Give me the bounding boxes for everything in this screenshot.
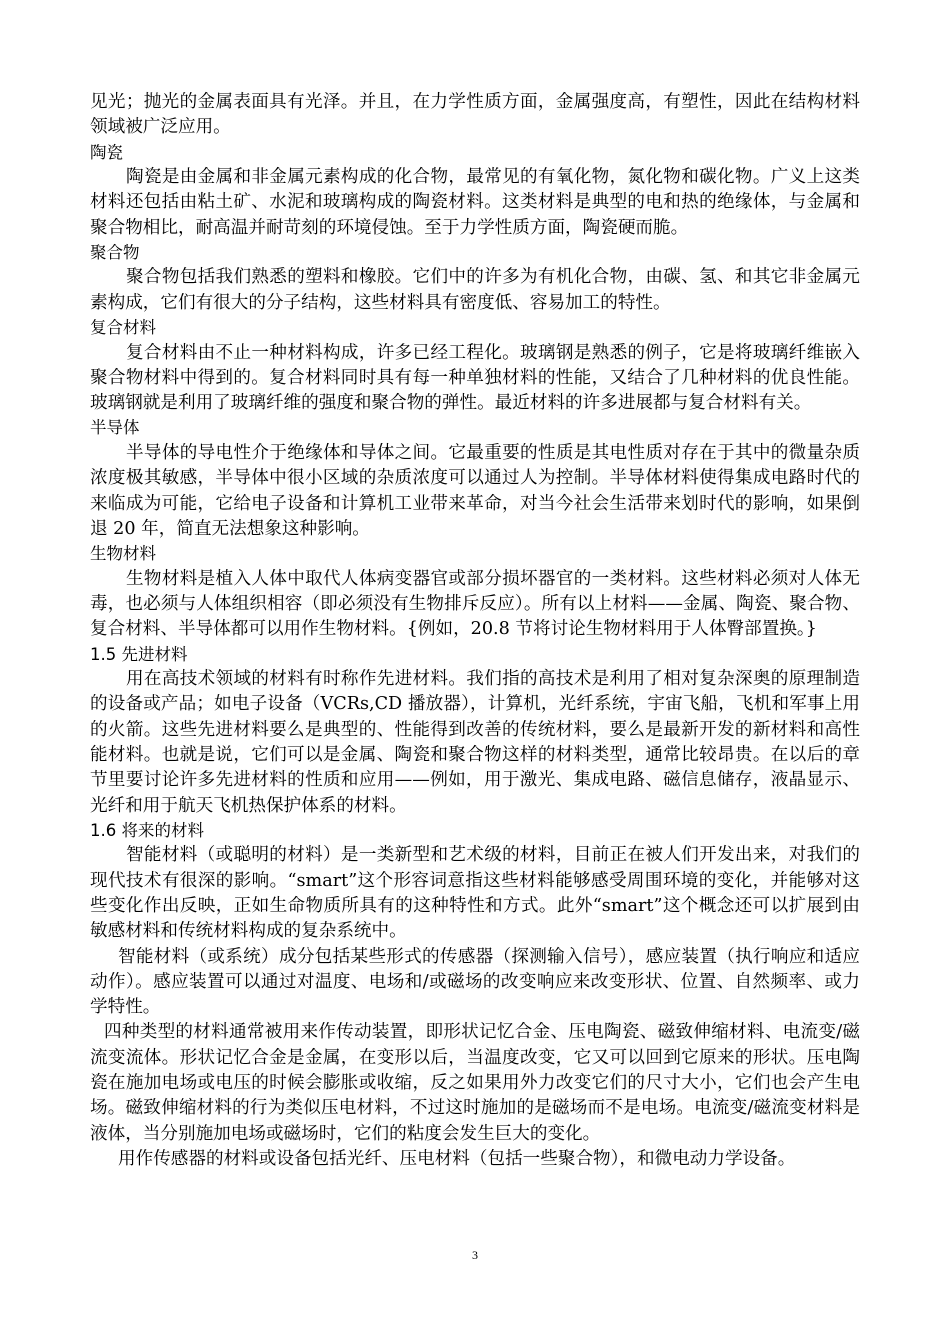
heading-polymers: 聚合物: [90, 242, 140, 262]
paragraph-polymers: 聚合物包括我们熟悉的塑料和橡胶。它们中的许多为有机化合物，由碳、氢、和其它非金属元素构成，它们有很大的分子结构，这些材料具有密度低、容易加工的特性。: [90, 267, 860, 313]
page-body: [90, 90, 860, 1172]
paragraph-composites: 复合材料由不止一种材料构成，许多已经工程化。玻璃钢是熟悉的例子，它是将玻璃纤维嵌入聚合物材料中得到的。复合材料同时具有每一种单独材料的性能，又结合了几种材料的优良性能。玻璃钢就是利用了玻璃纤维的强度和聚合物的弹性。最近材料的许多进展都与复合材料有关。: [90, 342, 860, 414]
paragraph-actuators: 四种类型的材料通常被用来作传动装置，即形状记忆合金、压电陶瓷、磁致伸缩材料、电流变/磁流变流体。形状记忆合金是金属，在变形以后，当温度改变，它又可以回到它原来的形状。压电陶瓷在施加电场或电压的时候会膨胀或收缩，反之如果用外力改变它们的尺寸大小，它们也会产生电场。磁致伸缩材料的行为类似压电材料，不过这时施加的是磁场而不是电场。电流变/磁流变材料是液体，当分别施加电场或磁场时，它们的粘度会发生巨大的变化。: [90, 1022, 860, 1144]
heading-biomaterials: 生物材料: [90, 544, 156, 564]
paragraph-biomaterials: 生物材料是植入人体中取代人体病变器官或部分损坏器官的一类材料。这些材料必须对人体无毒，也必须与人体组织相容（即必须没有生物排斥反应）。所有以上材料——金属、陶瓷、聚合物、复合材料、半导体都可以用作生物材料。{例如，20.8 节将讨论生物材料用于人体臀部置换。}: [90, 568, 860, 640]
heading-ceramics: 陶瓷: [90, 142, 123, 162]
paragraph-smart-systems: 智能材料（或系统）成分包括某些形式的传感器（探测输入信号），感应装置（执行响应和适应动作）。感应装置可以通过对温度、电场和/或磁场的改变响应来改变形状、位置、自然频率、或力学特性。: [90, 946, 860, 1018]
heading-advanced-materials: 1.5 先进材料: [90, 644, 188, 664]
paragraph-ceramics: 陶瓷是由金属和非金属元素构成的化合物，最常见的有氧化物，氮化物和碳化物。广义上这类材料还包括由粘土矿、水泥和玻璃构成的陶瓷材料。这类材料是典型的电和热的绝缘体，与金属和聚合物相比，耐高温并耐苛刻的环境侵蚀。至于力学性质方面，陶瓷硬而脆。: [90, 167, 860, 238]
paragraph-advanced-materials: 用在高技术领域的材料有时称作先进材料。我们指的高技术是利用了相对复杂深奥的原理制造的设备或产品；如电子设备（VCRs,CD 播放器），计算机，光纤系统，宇宙飞船，飞机和军事上用的火箭。这些先进材料要么是典型的、性能得到改善的传统材料，要么是最新开发的新材料和高性能材料。也就是说，它们可以是金属、陶瓷和聚合物这样的材料类型，通常比较昂贵。在以后的章节里要讨论许多先进材料的性质和应用——例如，用于激光、集成电路、磁信息储存，液晶显示、光纤和用于航天飞机热保护体系的材料。: [90, 669, 860, 816]
paragraph-semiconductors: 半导体的导电性介于绝缘体和导体之间。它最重要的性质是其电性质对存在于其中的微量杂质浓度极其敏感，半导体中很小区域的杂质浓度可以通过人为控制。半导体材料使得集成电路时代的来临成为可能，它给电子设备和计算机工业带来革命，对当今社会生活带来划时代的影响，如果倒退 20 年，简直无法想象这种影响。: [90, 442, 860, 539]
paragraph-metals-end: 见光；抛光的金属表面具有光泽。并且，在力学性质方面，金属强度高，有塑性，因此在结构材料领域被广泛应用。: [90, 92, 860, 138]
heading-composites: 复合材料: [90, 318, 156, 338]
heading-future-materials: 1.6 将来的材料: [90, 820, 204, 840]
page-number: 3: [472, 1248, 478, 1262]
paragraph-sensors: 用作传感器的材料或设备包括光纤、压电材料（包括一些聚合物），和微电动力学设备。: [118, 1148, 796, 1169]
paragraph-smart-materials: 智能材料（或聪明的材料）是一类新型和艺术级的材料，目前正在被人们开发出来，对我们的现代技术有很深的影响。“smart”这个形容词意指这些材料能够感受周围环境的变化，并能够对这些变化作出反映，正如生命物质所具有的这种特性和方式。此外“smart”这个概念还可以扩展到由敏感材料和传统材料构成的复杂系统中。: [90, 845, 860, 942]
heading-semiconductors: 半导体: [90, 418, 140, 438]
